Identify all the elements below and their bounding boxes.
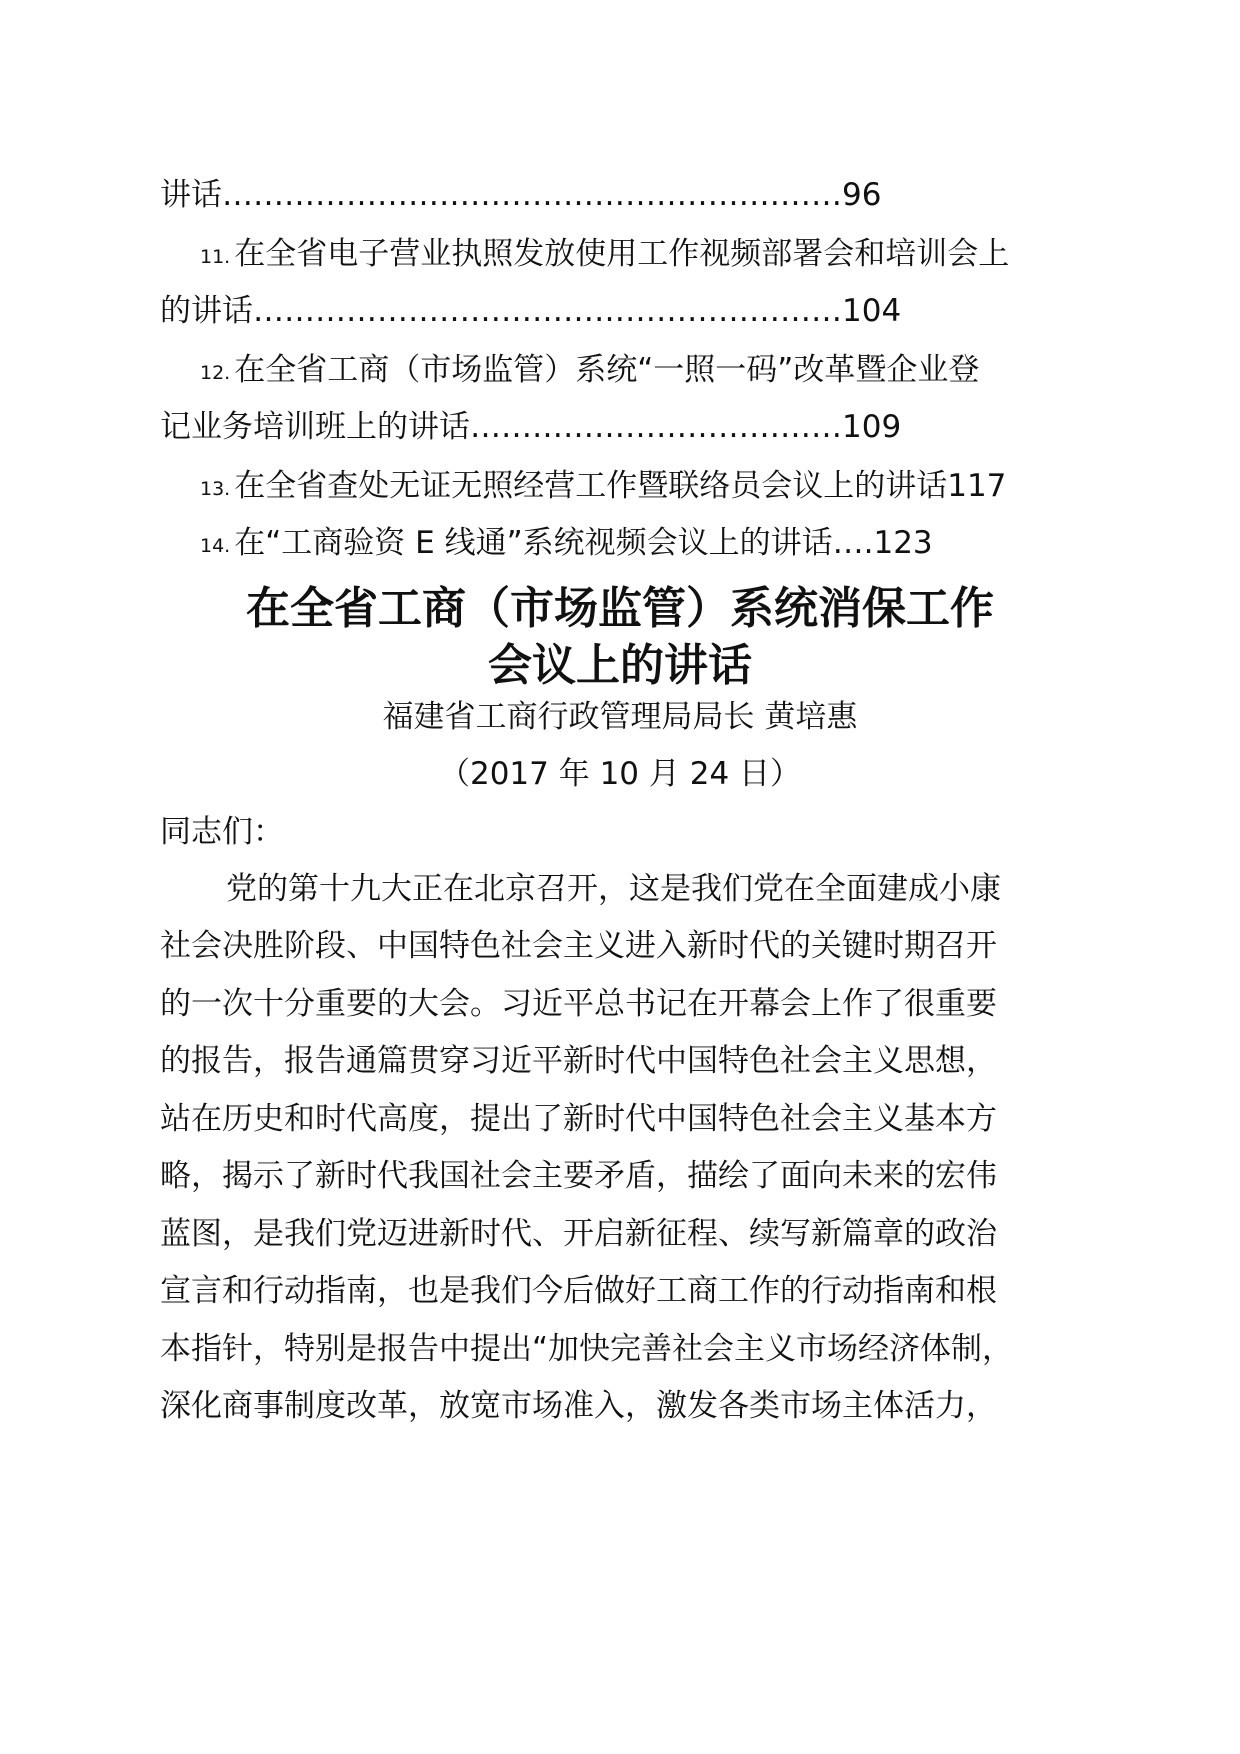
paragraph-line: 的报告，报告通篇贯穿习近平新时代中国特色社会主义思想， <box>160 1043 997 1079</box>
toc-entry-13-text: 在全省查处无证无照经营工作暨联络员会议上的讲话117 <box>234 468 1007 504</box>
article-title-line2: 会议上的讲话 <box>488 640 752 691</box>
article-date: （2017 年 10 月 24 日） <box>438 756 802 792</box>
toc-entry-12-number: 12. <box>200 362 231 384</box>
paragraph-line: 宣言和行动指南，也是我们今后做好工商工作的行动指南和根 <box>160 1273 997 1309</box>
toc-entry-14-number: 14. <box>200 535 231 557</box>
paragraph-line: 站在历史和时代高度，提出了新时代中国特色社会主义基本方 <box>160 1101 997 1137</box>
toc-entry-12-line2: 记业务培训班上的讲话………………………………109 <box>160 409 902 445</box>
toc-entry-10-tail: 讲话……………………………………………………96 <box>160 177 882 213</box>
paragraph-line: 党的第十九大正在北京召开，这是我们党在全面建成小康 <box>226 871 1001 907</box>
paragraph-line: 略，揭示了新时代我国社会主要矛盾，描绘了面向未来的宏伟 <box>160 1158 997 1194</box>
toc-entry-11-line1 <box>200 234 1120 277</box>
toc-entry-11-text: 在全省电子营业执照发放使用工作视频部署会和培训会上 <box>234 236 1010 272</box>
article-salutation: 同志们： <box>160 814 284 850</box>
paragraph-line: 社会决胜阶段、中国特色社会主义进入新时代的关键时期召开 <box>160 928 997 964</box>
paragraph-line: 蓝图，是我们党迈进新时代、开启新征程、续写新篇章的政治 <box>160 1216 997 1252</box>
article-author: 福建省工商行政管理局局长 黄培惠 <box>382 699 858 735</box>
paragraph-line: 本指针，特别是报告中提出“加快完善社会主义市场经济体制， <box>160 1331 1014 1367</box>
toc-entry-11-number: 11. <box>200 246 231 268</box>
paragraph-line: 深化商事制度改革，放宽市场准入，激发各类市场主体活力， <box>160 1388 997 1424</box>
toc-entry-12-line1 <box>200 350 1120 393</box>
toc-entry-11-line2: 的讲话…………………………………………………104 <box>160 293 902 329</box>
toc-entry-14 <box>200 523 1120 566</box>
article-title-line1: 在全省工商（市场监管）系统消保工作 <box>246 583 994 634</box>
toc-entry-12-text: 在全省工商（市场监管）系统“一照一码”改革暨企业登 <box>234 352 980 388</box>
paragraph-line: 的一次十分重要的大会。习近平总书记在开幕会上作了很重要 <box>160 986 997 1022</box>
toc-entry-14-text: 在“工商验资 E 线通”系统视频会议上的讲话….123 <box>234 525 933 561</box>
toc-entry-13 <box>200 466 1120 509</box>
toc-entry-13-number: 13. <box>200 478 231 500</box>
